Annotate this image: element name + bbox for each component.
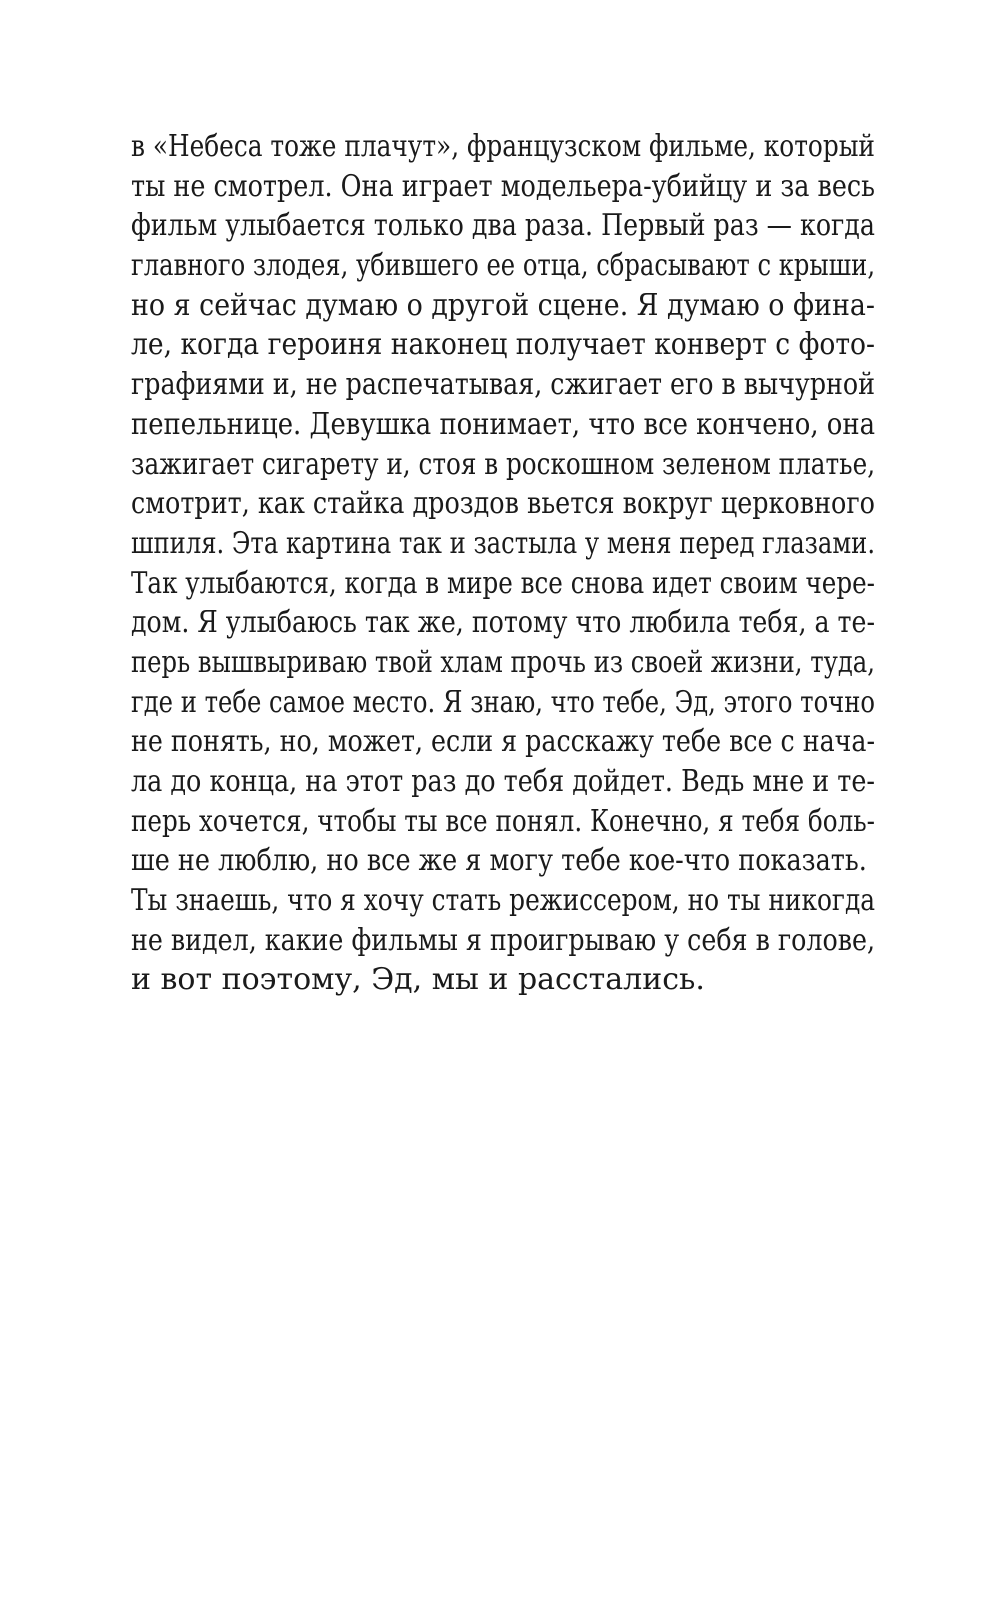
text-line: дом. Я улыбаюсь так же, потому что любила тебя, а те- [131,605,875,641]
text-line: пепельнице. Девушка понимает, что все кончено, она [131,406,876,442]
text-line: ты не смотрел. Она играет модельера-убийцу и за весь [131,168,876,204]
text-line-last: и вот поэтому, Эд, мы и расстались. [131,962,705,998]
text-line: смотрит, как стайка дроздов вьется вокруг церковного [131,486,875,522]
text-line: главного злодея, убившего ее отца, сбрасывают с крыши, [131,248,876,284]
text-line: перь вышвыриваю твой хлам прочь из своей жизни, туда, [131,644,875,680]
text-line: ле, когда героиня наконец получает конверт с фото- [131,327,876,363]
text-line: зажигает сигарету и, стоя в роскошном зеленом платье, [131,446,876,482]
text-line: графиями и, не распечатывая, сжигает его в вычурной [131,367,876,403]
text-line: перь хочется, чтобы ты все понял. Конечно, я тебя боль- [131,803,875,839]
text-line: не понять, но, может, если я расскажу тебе все с нача- [131,724,876,760]
text-line: шпиля. Эта картина так и застыла у меня перед глазами. [131,525,876,561]
body-text [131,127,875,1000]
text-line: не видел, какие фильмы я проигрываю у себя в голове, [131,922,876,958]
text-line: Ты знаешь, что я хочу стать режиссером, но ты никогда [131,883,876,919]
text-line: в «Небеса тоже плачут», французском фильме, который [131,129,875,164]
text-line: но я сейчас думаю о другой сцене. Я думаю о фина- [131,287,875,323]
text-line: фильм улыбается только два раза. Первый раз — когда [131,208,875,244]
text-line: Так улыбаются, когда в мире все снова идет своим чере- [131,565,875,601]
text-line: где и тебе самое место. Я знаю, что тебе, Эд, этого точно [131,684,876,720]
text-line: ла до конца, на этот раз до тебя дойдет. Ведь мне и те- [131,764,875,799]
text-line: ше не люблю, но все же я могу тебе кое-что показать. [131,843,867,879]
